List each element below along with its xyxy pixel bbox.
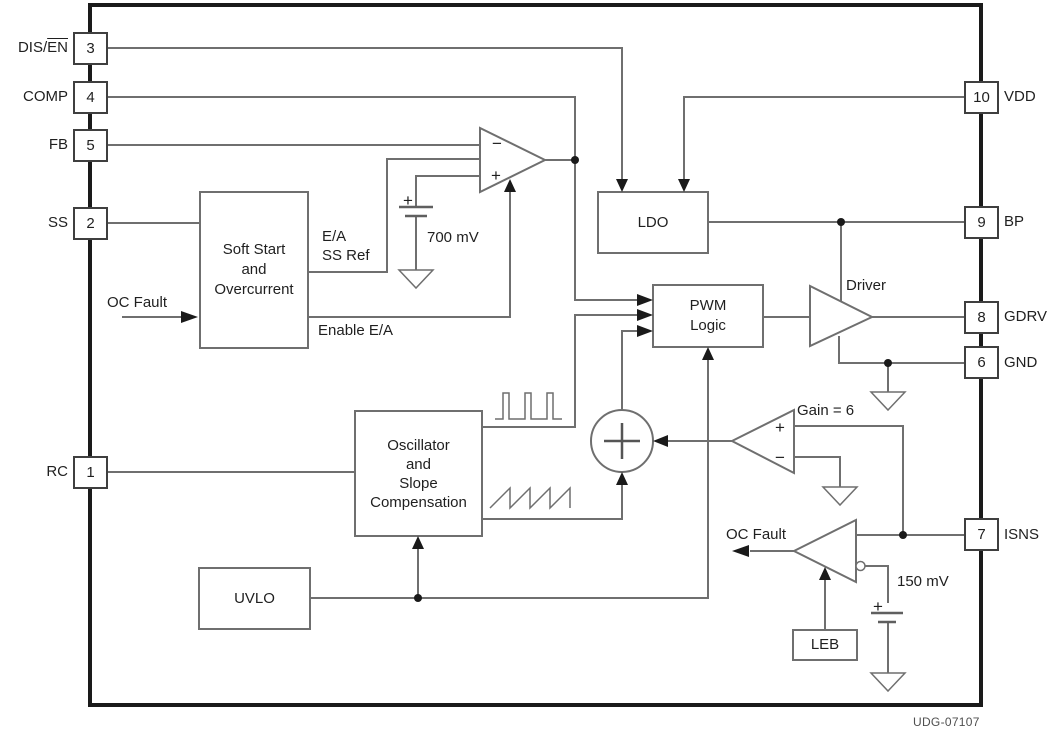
arrowhead-icon bbox=[504, 179, 516, 192]
wire-sum-to-pwm bbox=[622, 331, 640, 410]
soft-start-label: Soft Start and Overcurrent bbox=[214, 241, 294, 298]
wire-gain-minus-gnd bbox=[794, 457, 840, 487]
arrowhead-icon bbox=[702, 347, 714, 360]
pin-label-bp: BP bbox=[1004, 213, 1025, 230]
arrowhead-icon bbox=[678, 179, 690, 192]
arrowhead-icon bbox=[412, 536, 424, 549]
battery-700mv-plus-symbol: + bbox=[403, 191, 413, 210]
pin-number-9: 9 bbox=[977, 214, 986, 231]
junction-dot bbox=[837, 218, 845, 226]
pin-label-comp: COMP bbox=[23, 88, 68, 105]
pwm-logic-label: PWM Logic bbox=[689, 297, 727, 334]
pin-label-disen-overline: $\overline{EN}$ bbox=[47, 39, 68, 56]
gain-label: Gain = 6 bbox=[797, 402, 855, 419]
oc-fault-out-label: OC Fault bbox=[726, 526, 787, 543]
enable-ea-label: Enable E/A bbox=[318, 322, 394, 339]
ground-icon bbox=[399, 270, 433, 288]
wire-gain-plus-in bbox=[794, 426, 903, 535]
clock-pulse-waveform-icon bbox=[495, 393, 562, 419]
wire-vdd-to-ldo bbox=[684, 97, 965, 180]
pin-label-disen bbox=[0, 39, 68, 57]
leb-label: LEB bbox=[810, 636, 840, 653]
junction-dot bbox=[571, 156, 579, 164]
pin-number-5: 5 bbox=[86, 137, 95, 154]
junction-dot bbox=[884, 359, 892, 367]
arrowhead-icon bbox=[732, 545, 749, 557]
ref-150mv-label: 150 mV bbox=[897, 573, 949, 590]
ground-icon bbox=[871, 392, 905, 410]
inverting-bubble-icon bbox=[856, 562, 865, 571]
pin-label-rc: RC bbox=[46, 463, 68, 480]
arrowhead-icon bbox=[653, 435, 668, 447]
pin-label-isns: ISNS bbox=[1004, 526, 1040, 543]
arrowhead-icon bbox=[637, 309, 653, 321]
driver-label: Driver bbox=[846, 277, 886, 294]
pin-number-10: 10 bbox=[973, 89, 990, 106]
pin-number-3: 3 bbox=[86, 40, 95, 57]
wire-osc-ramp-to-sum bbox=[482, 484, 622, 519]
pin-number-8: 8 bbox=[977, 309, 986, 326]
ground-icon bbox=[871, 673, 905, 691]
pin-label-fb: FB bbox=[48, 136, 68, 153]
oc-fault-in-label: OC Fault bbox=[107, 294, 168, 311]
wire-driver-gnd bbox=[839, 336, 965, 363]
arrowhead-icon bbox=[637, 325, 653, 337]
pin-label-ss: SS bbox=[47, 214, 68, 231]
pin-label-gdrv: GDRV bbox=[1004, 308, 1048, 325]
pin-label-gnd: GND bbox=[1004, 354, 1038, 371]
junction-dot bbox=[414, 594, 422, 602]
arrowhead-icon bbox=[616, 472, 628, 485]
gain-plus-symbol: + bbox=[775, 418, 785, 437]
pin-number-4: 4 bbox=[86, 89, 95, 106]
sawtooth-waveform-icon bbox=[490, 488, 570, 508]
arrowhead-icon bbox=[181, 311, 198, 323]
junction-dot bbox=[899, 531, 907, 539]
oscillator-label: Oscillator and Slope Compensation bbox=[370, 436, 467, 511]
ldo-label: LDO bbox=[637, 213, 669, 231]
pin-number-7: 7 bbox=[977, 526, 986, 543]
pin-label-vdd: VDD bbox=[1004, 88, 1036, 105]
gain-minus-symbol: − bbox=[775, 448, 785, 467]
ea-ss-ref-label: E/A SS Ref bbox=[322, 228, 370, 264]
uvlo-label: UVLO bbox=[234, 589, 275, 607]
ref-700mv-label: 700 mV bbox=[427, 229, 479, 246]
ea-minus-symbol: − bbox=[492, 134, 502, 153]
pin-number-2: 2 bbox=[86, 215, 95, 232]
pin-number-1: 1 bbox=[86, 464, 95, 481]
wire-700mv-to-ea bbox=[416, 176, 480, 207]
pin-label-disen-prefix: DIS/ bbox=[17, 39, 48, 56]
arrowhead-icon bbox=[616, 179, 628, 192]
figure-code: UDG-07107 bbox=[913, 715, 980, 729]
ground-icon bbox=[823, 487, 857, 505]
battery-150mv-plus-symbol: + bbox=[873, 597, 883, 616]
ea-plus-symbol: + bbox=[491, 166, 501, 185]
pin-number-6: 6 bbox=[977, 354, 986, 371]
arrowhead-icon bbox=[637, 294, 653, 306]
